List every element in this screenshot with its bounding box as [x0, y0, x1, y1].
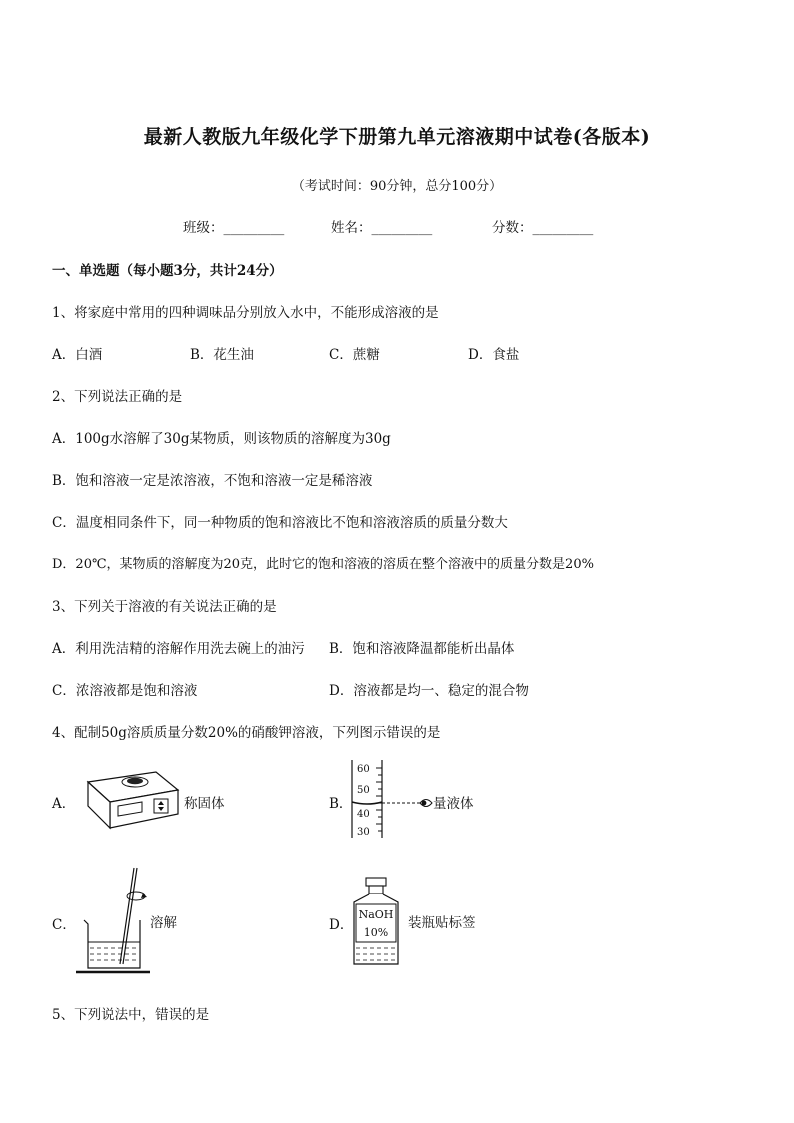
question-4-option-d-letter: D．	[329, 917, 354, 933]
cylinder-tick-30: 30	[357, 827, 370, 838]
score-field: 分数：_________	[492, 220, 594, 236]
question-4-option-a-letter: A．	[52, 796, 76, 812]
question-1-option-b: B．花生油	[190, 347, 254, 363]
question-2-option-b: B．饱和溶液一定是浓溶液，不饱和溶液一定是稀溶液	[52, 473, 373, 489]
reagent-bottle-illustration	[350, 876, 402, 966]
question-3-option-d: D．溶液都是均一、稳定的混合物	[329, 683, 529, 699]
question-3-option-a: A．利用洗洁精的溶解作用洗去碗上的油污	[52, 641, 305, 657]
bottle-label-percent: 10%	[363, 926, 389, 939]
page-title: 最新人教版九年级化学下册第九单元溶液期中试卷(各版本)	[143, 126, 651, 148]
class-field: 班级：_________	[183, 220, 285, 236]
question-1-option-a: A．白酒	[52, 347, 103, 363]
question-1-stem: 1、将家庭中常用的四种调味品分别放入水中，不能形成溶液的是	[52, 305, 439, 321]
cylinder-tick-40: 40	[357, 809, 370, 820]
question-3-stem: 3、下列关于溶液的有关说法正确的是	[52, 599, 277, 615]
graduated-cylinder-illustration	[344, 758, 434, 840]
beaker-illustration	[76, 864, 152, 976]
question-2-option-d: D．20℃，某物质的溶解度为20克，此时它的饱和溶液的溶质在整个溶液中的质量分数是20%	[52, 557, 594, 572]
question-4-option-b-label: 量液体	[433, 796, 474, 812]
exam-subtitle: （考试时间：90分钟，总分100分）	[291, 179, 503, 194]
question-1-option-d: D．食盐	[468, 347, 520, 363]
question-1-option-c: C．蔗糖	[329, 347, 380, 363]
question-4-option-c-label: 溶解	[150, 915, 177, 931]
question-4-option-a-label: 称固体	[184, 796, 225, 812]
question-5-stem: 5、下列说法中，错误的是	[52, 1007, 210, 1023]
name-field: 姓名：_________	[331, 220, 433, 236]
question-3-option-b: B．饱和溶液降温都能析出晶体	[329, 641, 515, 657]
question-4-stem: 4、配制50g溶质质量分数20%的硝酸钾溶液，下列图示错误的是	[52, 725, 441, 741]
question-4-option-d-label: 装瓶贴标签	[408, 915, 476, 931]
question-3-option-c: C．浓溶液都是饱和溶液	[52, 683, 198, 699]
cylinder-tick-60: 60	[357, 764, 370, 775]
question-4-option-b-letter: B．	[329, 796, 353, 812]
bottle-label-formula: NaOH	[358, 908, 394, 921]
question-2-option-a: A．100g水溶解了30g某物质，则该物质的溶解度为30g	[52, 431, 391, 447]
question-2-stem: 2、下列说法正确的是	[52, 389, 183, 405]
balance-illustration	[80, 768, 180, 834]
question-4-option-c-letter: C．	[52, 917, 76, 933]
question-2-option-c: C．温度相同条件下，同一种物质的饱和溶液比不饱和溶液溶质的质量分数大	[52, 515, 508, 531]
section-heading: 一、单选题（每小题3分，共计24分）	[52, 263, 283, 279]
cylinder-tick-50: 50	[357, 785, 370, 796]
